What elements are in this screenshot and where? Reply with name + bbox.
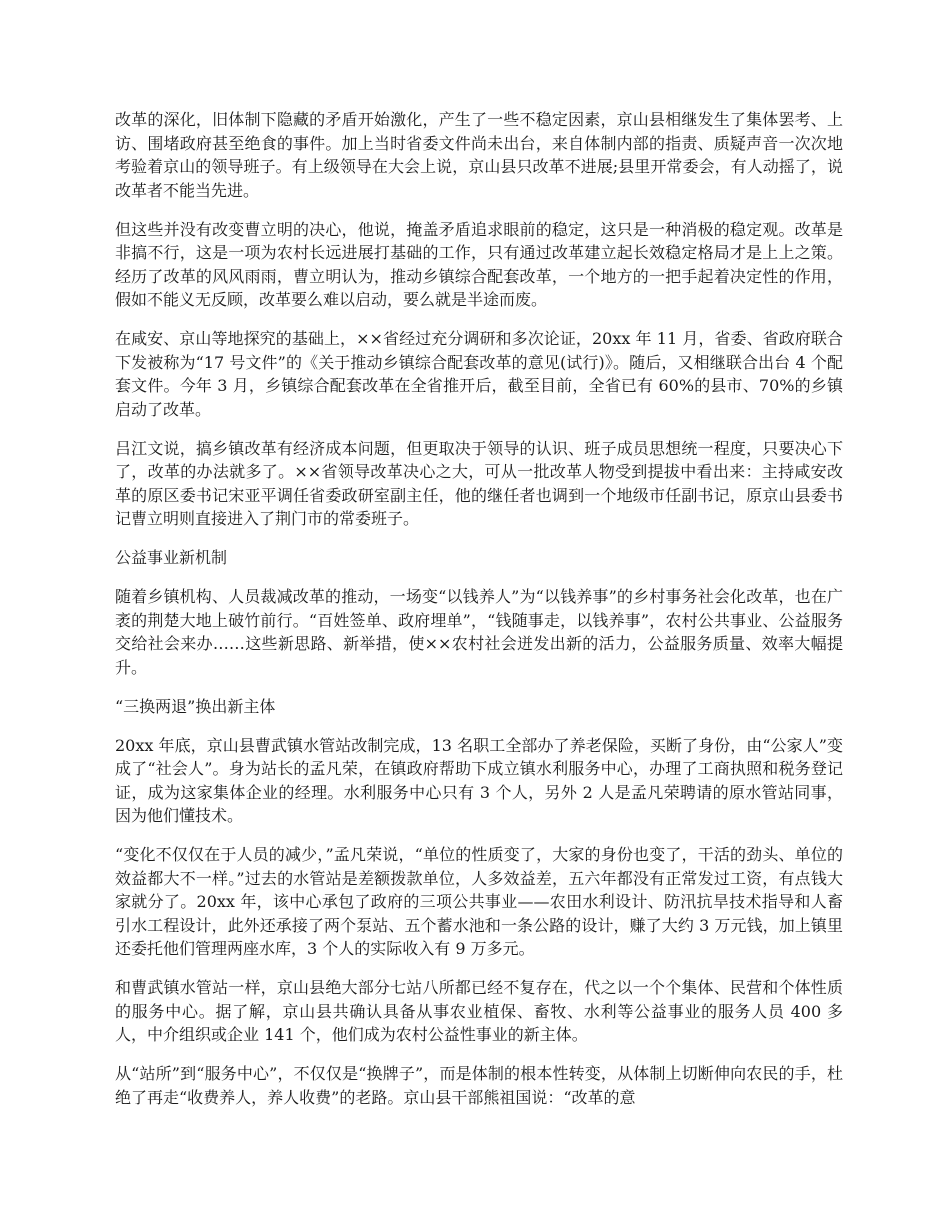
- paragraph-4: 吕江文说，搞乡镇改革有经济成本问题，但更取决于领导的认识、班子成员思想统一程度，只要决心下了，改革的办法就多了。××省领导改革决心之大，可从一批改革人物受到提拔中看出来：主持咸安改革的原区委书记宋亚平调任省委政研室副主任，他的继任者也调到一个地级市任副书记，原京山县委书记曹立明则直接进入了荆门市的常委班子。: [115, 438, 843, 528]
- paragraph-1: 改革的深化，旧体制下隐藏的矛盾开始激化，产生了一些不稳定因素，京山县相继发生了集体罢考、上访、围堵政府甚至绝食的事件。加上当时省委文件尚未出台，来自体制内部的指责、质疑声音一次次地考验着京山的领导班子。有上级领导在大会上说，京山县只改革不进展;县里开常委会，有人动摇了，说改革者不能当先进。: [115, 110, 843, 200]
- paragraph-2: 但这些并没有改变曹立明的决心，他说，掩盖矛盾追求眼前的稳定，这只是一种消极的稳定观。改革是非搞不行，这是一项为农村长远进展打基础的工作，只有通过改革建立起长效稳定格局才是上上之策。经历了改革的风风雨雨，曹立明认为，推动乡镇综合配套改革，一个地方的一把手起着决定性的作用，假如不能义无反顾，改革要么难以启动，要么就是半途而废。: [115, 219, 843, 309]
- paragraph-5: 随着乡镇机构、人员裁减改革的推动，一场变“以钱养人”为“以钱养事”的乡村事务社会化改革，也在广袤的荆楚大地上破竹前行。“百姓签单、政府埋单”，“钱随事走，以钱养事”，农村公共事业、公益服务交给社会来办……这些新思路、新举措，使××农村社会迸发出新的活力，公益服务质量、效率大幅提升。: [115, 587, 843, 677]
- paragraph-6: 20xx 年底，京山县曹武镇水管站改制完成，13 名职工全部办了养老保险，买断了身份，由“公家人”变成了“社会人”。身为站长的孟凡荣，在镇政府帮助下成立镇水利服务中心，办理了工商执照和税务登记证，成为这家集体企业的经理。水利服务中心只有 3 个人，另外 2 人是孟凡荣聘请的原水管站同事，因为他们懂技术。: [115, 735, 843, 825]
- section-heading-new-subject: “三换两退”换出新主体: [115, 696, 276, 716]
- paragraph-3: 在咸安、京山等地探究的基础上，××省经过充分调研和多次论证，20xx 年 11 月，省委、省政府联合下发被称为“17 号文件”的《关于推动乡镇综合配套改革的意见(试行)》。随后，又相继联合出台 4 个配套文件。今年 3 月，乡镇综合配套改革在全省推开后，截至目前，全省已有 60%的县市、70%的乡镇启动了改革。: [115, 329, 843, 419]
- paragraph-7: “变化不仅仅在于人员的减少，”孟凡荣说，“单位的性质变了，大家的身份也变了，干活的劲头、单位的效益都大不一样。”过去的水管站是差额拨款单位，人多效益差，五六年都没有正常发过工资，有点钱大家就分了。20xx 年，该中心承包了政府的三项公共事业——农田水利设计、防汛抗旱技术指导和人畜引水工程设计，此外还承接了两个泵站、五个蓄水池和一条公路的设计，赚了大约 3 万元钱，加上镇里还委托他们管理两座水库，3 个人的实际收入有 9 万多元。: [115, 845, 843, 958]
- document-body: [115, 108, 843, 1125]
- section-heading-public-welfare: 公益事业新机制: [115, 548, 228, 567]
- paragraph-9: 从“站所”到“服务中心”，不仅仅是“换牌子”，而是体制的根本性转变，从体制上切断伸向农民的手，杜绝了再走“收费养人，养人收费”的老路。京山县干部熊祖国说：“改革的意: [115, 1064, 843, 1107]
- paragraph-8: 和曹武镇水管站一样，京山县绝大部分七站八所都已经不复存在，代之以一个个集体、民营和个体性质的服务中心。据了解，京山县共确认具备从事农业植保、畜牧、水利等公益事业的服务人员 400 多人，中介组织或企业 141 个，他们成为农村公益性事业的新主体。: [115, 978, 843, 1044]
